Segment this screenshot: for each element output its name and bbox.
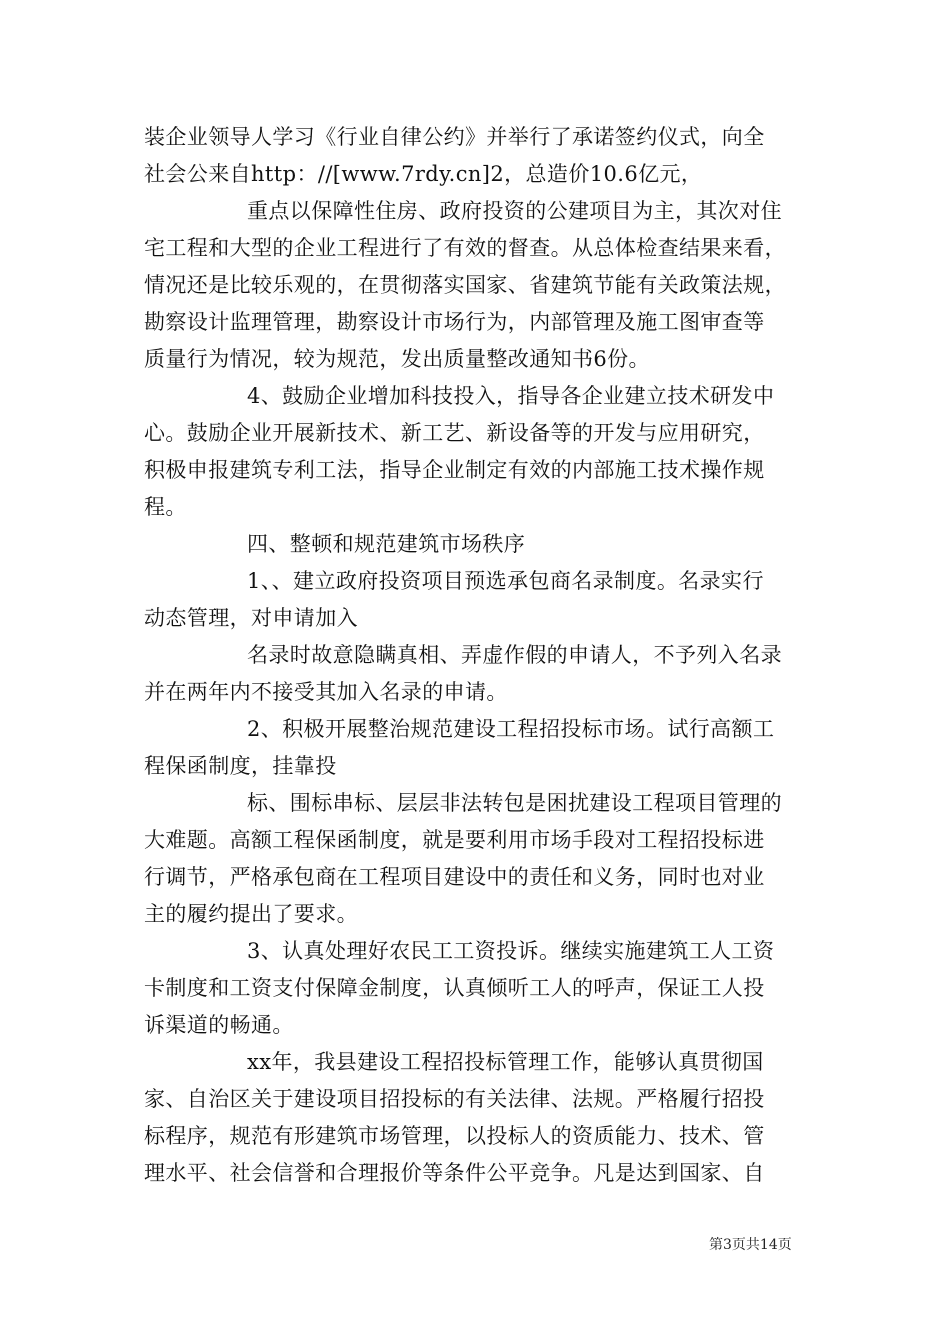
text-line: 质量行为情况，较为规范，发出质量整改通知书6份。	[144, 347, 650, 371]
text-line: 3、认真处理好农民工工资投诉。继续实施建筑工人工资	[247, 939, 775, 963]
text-line: 勘察设计监理管理，勘察设计市场行为，内部管理及施工图审查等	[144, 310, 765, 334]
text-line: xx年，我县建设工程招投标管理工作，能够认真贯彻国	[247, 1050, 764, 1074]
section-heading: 四、整顿和规范建筑市场秩序	[247, 532, 526, 556]
text-line: 宅工程和大型的企业工程进行了有效的督查。从总体检查结果来看，	[144, 236, 786, 260]
text-line: 装企业领导人学习《行业自律公约》并举行了承诺签约仪式，向全	[144, 125, 765, 149]
text-line: 重点以保障性住房、政府投资的公建项目为主，其次对住	[247, 199, 782, 223]
text-line: 积极申报建筑专利工法，指导企业制定有效的内部施工技术操作规	[144, 458, 765, 482]
text-line: 名录时故意隐瞒真相、弄虚作假的申请人，不予列入名录	[247, 643, 782, 667]
text-line: 并在两年内不接受其加入名录的申请。	[144, 680, 508, 704]
text-line: 家、自治区关于建设项目招投标的有关法律、法规。严格履行招投	[144, 1087, 765, 1111]
text-line: 2、积极开展整治规范建设工程招投标市场。试行高额工	[247, 717, 775, 741]
text-line: 大难题。高额工程保函制度，就是要利用市场手段对工程招投标进	[144, 828, 765, 852]
text-line: 4、鼓励企业增加科技投入，指导各企业建立技术研发中	[247, 384, 775, 408]
text-line: 社会公来自http：//[www.7rdy.cn]2，总造价10.6亿元，	[144, 162, 703, 186]
text-line: 行调节，严格承包商在工程项目建设中的责任和义务，同时也对业	[144, 865, 765, 889]
text-line: 标程序，规范有形建筑市场管理，以投标人的资质能力、技术、管	[144, 1124, 765, 1148]
text-line: 理水平、社会信誉和合理报价等条件公平竞争。凡是达到国家、自	[144, 1161, 765, 1185]
text-line: 标、围标串标、层层非法转包是困扰建设工程项目管理的	[247, 791, 782, 815]
text-line: 动态管理，对申请加入	[144, 606, 358, 630]
text-line: 主的履约提出了要求。	[144, 902, 358, 926]
text-line: 程。	[144, 495, 187, 519]
text-line: 卡制度和工资支付保障金制度，认真倾听工人的呼声，保证工人投	[144, 976, 765, 1000]
text-line: 诉渠道的畅通。	[144, 1013, 294, 1037]
text-line: 情况还是比较乐观的，在贯彻落实国家、省建筑节能有关政策法规，	[144, 273, 786, 297]
text-line: 1、、建立政府投资项目预选承包商名录制度。名录实行	[247, 569, 764, 593]
page-number: 第3页共14页	[709, 1237, 792, 1253]
text-line: 程保函制度，挂靠投	[144, 754, 337, 778]
text-line: 心。鼓励企业开展新技术、新工艺、新设备等的开发与应用研究，	[144, 421, 765, 445]
